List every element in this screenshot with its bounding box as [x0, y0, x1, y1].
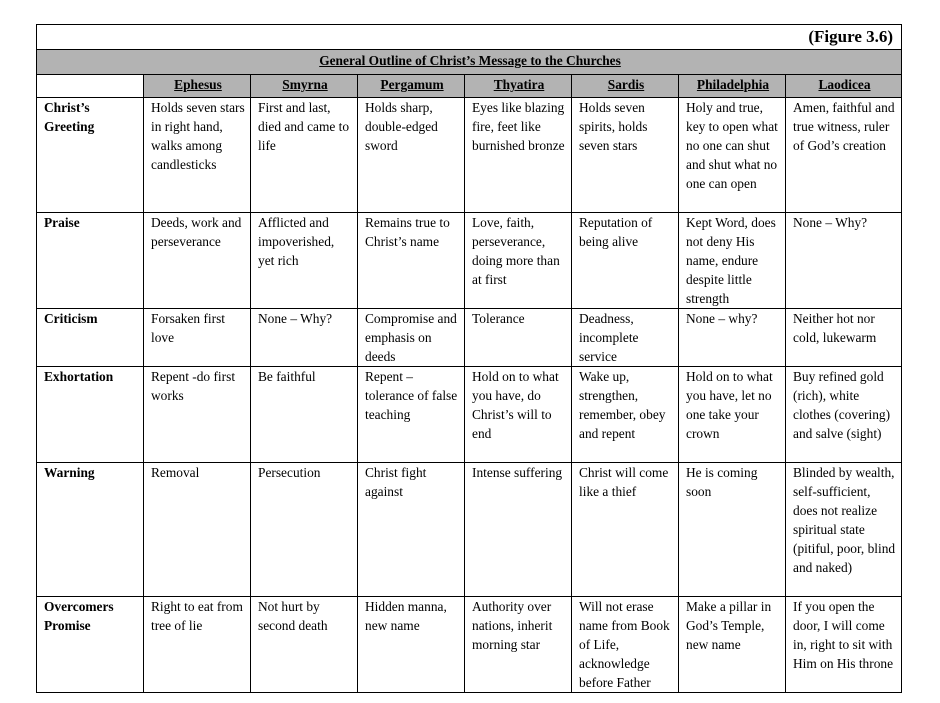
table-cell: None – why? — [679, 309, 786, 367]
column-header-row — [37, 75, 902, 98]
table-cell: First and last, died and came to life — [251, 98, 358, 213]
table-cell: Will not erase name from Book of Life, acknowledge before Father — [572, 597, 679, 693]
table-cell: Not hurt by second death — [251, 597, 358, 693]
table-cell: If you open the door, I will come in, right to sit with Him on His throne — [786, 597, 902, 693]
row-label-criticism: Criticism — [37, 309, 144, 367]
church-outline-table — [36, 24, 902, 693]
table-cell: Forsaken first love — [144, 309, 251, 367]
table-row — [37, 597, 902, 693]
table-cell: Remains true to Christ’s name — [358, 213, 465, 309]
figure-label: (Figure 3.6) — [37, 25, 902, 50]
row-label-greeting: Christ’s Greeting — [37, 98, 144, 213]
table-cell: Deadness, incomplete service — [572, 309, 679, 367]
table-cell: Removal — [144, 463, 251, 597]
table-cell: Make a pillar in God’s Temple, new name — [679, 597, 786, 693]
row-label-praise: Praise — [37, 213, 144, 309]
table-row — [37, 98, 902, 213]
table-cell: Reputation of being alive — [572, 213, 679, 309]
table-row — [37, 309, 902, 367]
column-header-philadelphia: Philadelphia — [679, 75, 786, 98]
table-cell: Persecution — [251, 463, 358, 597]
table-cell: Be faithful — [251, 367, 358, 463]
table-cell: Hidden manna, new name — [358, 597, 465, 693]
column-header-thyatira: Thyatira — [465, 75, 572, 98]
table-cell: Wake up, strengthen, remember, obey and repent — [572, 367, 679, 463]
table-cell: Blinded by wealth, self-sufficient, does not realize spiritual state (pitiful, poor, blind and naked) — [786, 463, 902, 597]
table-row — [37, 367, 902, 463]
table-cell: None – Why? — [786, 213, 902, 309]
table-cell: Neither hot nor cold, lukewarm — [786, 309, 902, 367]
table-cell: None – Why? — [251, 309, 358, 367]
table-row — [37, 463, 902, 597]
table-title: General Outline of Christ’s Message to the Churches — [37, 50, 902, 75]
table-cell: Amen, faithful and true witness, ruler of God’s creation — [786, 98, 902, 213]
table-cell: Compromise and emphasis on deeds — [358, 309, 465, 367]
corner-cell — [37, 75, 144, 98]
table-row — [37, 213, 902, 309]
table-cell: Holds sharp, double-edged sword — [358, 98, 465, 213]
column-header-ephesus: Ephesus — [144, 75, 251, 98]
column-header-pergamum: Pergamum — [358, 75, 465, 98]
row-label-overcomers-promise: Overcomers Promise — [37, 597, 144, 693]
table-cell: Hold on to what you have, let no one take your crown — [679, 367, 786, 463]
table-cell: Holds seven spirits, holds seven stars — [572, 98, 679, 213]
table-cell: Tolerance — [465, 309, 572, 367]
table-cell: Hold on to what you have, do Christ’s will to end — [465, 367, 572, 463]
figure-label-row — [37, 25, 902, 50]
table-cell: Repent – tolerance of false teaching — [358, 367, 465, 463]
table-cell: Kept Word, does not deny His name, endure despite little strength — [679, 213, 786, 309]
row-label-exhortation: Exhortation — [37, 367, 144, 463]
column-header-smyrna: Smyrna — [251, 75, 358, 98]
table-cell: Holds seven stars in right hand, walks among candlesticks — [144, 98, 251, 213]
table-cell: Eyes like blazing fire, feet like burnished bronze — [465, 98, 572, 213]
table-cell: Afflicted and impoverished, yet rich — [251, 213, 358, 309]
table-cell: Christ fight against — [358, 463, 465, 597]
table-cell: Authority over nations, inherit morning star — [465, 597, 572, 693]
column-header-sardis: Sardis — [572, 75, 679, 98]
table-cell: Christ will come like a thief — [572, 463, 679, 597]
row-label-warning: Warning — [37, 463, 144, 597]
table-cell: Holy and true, key to open what no one can shut and shut what no one can open — [679, 98, 786, 213]
table-cell: Love, faith, perseverance, doing more than at first — [465, 213, 572, 309]
table-cell: Buy refined gold (rich), white clothes (covering) and salve (sight) — [786, 367, 902, 463]
table-cell: Right to eat from tree of lie — [144, 597, 251, 693]
title-row — [37, 50, 902, 75]
table-cell: Intense suffering — [465, 463, 572, 597]
column-header-laodicea: Laodicea — [786, 75, 902, 98]
table-cell: Repent -do first works — [144, 367, 251, 463]
table-cell: He is coming soon — [679, 463, 786, 597]
table-cell: Deeds, work and perseverance — [144, 213, 251, 309]
